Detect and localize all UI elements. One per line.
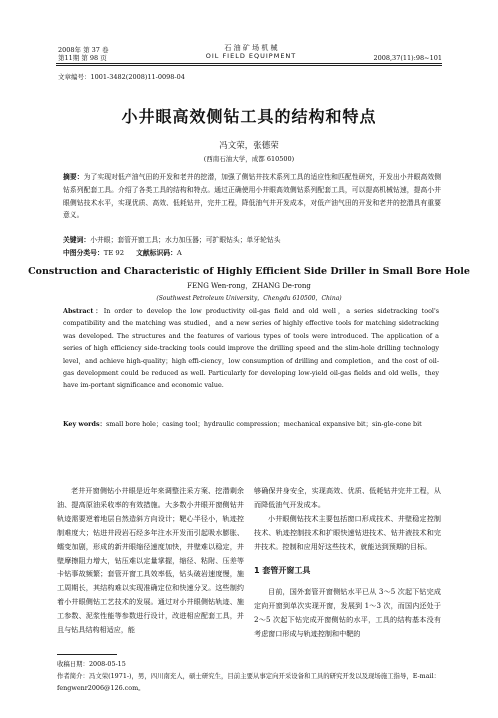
journal-name-cn: 石 油 矿 场 机 械	[224, 44, 278, 52]
body-column-left	[57, 484, 244, 637]
clc-value: TE 92	[103, 249, 125, 257]
abstract-cn	[63, 171, 441, 222]
keywords-cn-text: 小井眼；套管开窗工具；水力加压器；可扩眼钻头；单牙轮钻头	[90, 236, 281, 244]
classification	[63, 247, 441, 260]
keywords-en-label: Key words：	[63, 420, 107, 428]
footnote-rule	[57, 654, 117, 655]
citation: 2008,37(11):98~101	[373, 54, 442, 62]
journal-name	[196, 44, 306, 60]
body-column-right	[254, 484, 441, 641]
doc-code-value: A	[176, 249, 182, 257]
doc-code-label: 文献标识码：	[136, 249, 177, 257]
abstract-en-label: Abstract：	[63, 307, 104, 315]
english-title: Construction and Characteristic of Highly Efficient Side Driller in Small Bore Hole	[28, 266, 470, 277]
abstract-en	[63, 305, 439, 392]
keywords-en-text: small bore hole；casing tool；hydraulic compression；mechanical expansive bit；sin-gle-cone bit	[106, 420, 422, 428]
journal-name-en: OIL FIELD EQUIPMENT	[205, 52, 297, 60]
header-rule	[56, 63, 442, 64]
header-rule-thin	[56, 65, 442, 66]
body-paragraph: 小井眼侧钻技术主要包括窗口形成技术、井壁稳定控制技术、轨迹控制技术和扩眼快速钻进技术、钻井液技术和完井技术。控制和应用好这些技术，就能达到预期的目标。	[254, 513, 441, 551]
english-authors: FENG Wen-rong，ZHANG De-rong	[187, 282, 311, 290]
authors: 冯文荣，张德荣	[219, 141, 279, 151]
article-number: 文章编号：1001-3482(2008)11-0098-04	[58, 73, 185, 81]
author-bio: 作者简介：冯文荣(1971-)，男，四川南充人，硕士研究生，目前主要从事定向开采设备和工具的研究开发以及现场施工指导，E-mail：fengwenr2006@126.com。	[57, 672, 441, 692]
journal-issue-info	[58, 46, 109, 62]
english-affiliation: (Southwest Petroleum University，Chengdu 610500，China)	[156, 295, 342, 302]
keywords-cn-label: 关键词：	[63, 236, 91, 244]
section-heading: 1 套管开窗工具	[254, 565, 311, 575]
keywords-cn	[63, 234, 441, 247]
abstract-cn-text: 为了实现对低产油气田的开发和老井的挖潜，加强了侧钻井技术系列工具的适应性和匹配性研究，开发出小井眼高效侧钻系列配套工具。介绍了各类工具的结构和特点。通过正确使用小井眼高效侧钻系列配套工具，可以提高机械钻速，提高小井眼侧钻技术水平，实现优质、高效、低耗钻井，完井工程，降低油气井开发成本，对低产油气田的开发和老井的挖潜具有重要意义。	[63, 173, 442, 220]
article-title: 小井眼高效侧钻工具的结构和特点	[121, 107, 377, 126]
body-paragraph: 够确保井身安全，实现高效、优质、低耗钻井完井工程，从而降低油气开发成本。	[254, 486, 441, 509]
year-volume: 2008年 第 37 卷	[58, 46, 109, 54]
affiliation: (西南石油大学，成都 610500)	[203, 155, 295, 163]
received-date: 收稿日期：2008-05-15	[57, 660, 126, 668]
abstract-cn-label: 摘要：	[63, 173, 84, 181]
keywords-en	[63, 418, 439, 430]
issue-page: 第11期 第 98 页	[58, 54, 107, 62]
body-paragraph: 目前，国外套管开窗侧钻水平已从 3～5 次起下钻完成定向开窗到单次实现开窗，发展到 1～3 次，而国内还处于 2～5 次起下钻完成开窗侧钻的水平，工具的结构基本没有考虑窗口形成与轨迹控制和中靶的	[254, 587, 441, 639]
clc-label: 中图分类号：	[63, 249, 104, 257]
body-paragraph: 老井开窗侧钻小井眼是近年来调整注采方案、挖潜剩余油、提高原油采收率的有效措施。大多数小井眼开窗侧钻井轨迹需要逆着地层自然造斜方向设计；靶心半径小，轨迹控制难度大；钻进井段岩石经多年注水开发而引起吸水膨胀、蠕变加剧，形成的新井眼缩径速度加快，井壁难以稳定，井壁摩擦阻力增大，钻压难以定量掌握，缩径、粘附、压差等卡钻事故频繁；套管开窗工具效率低，钻头破岩速度慢，施工周期长，其结构难以实现准确定位和快速分叉。这些制约着小井眼侧钻工艺技术的发展。通过对小井眼侧钻轨迹、施工参数、泥浆性能等参数进行设计，改进相应配套工具，并且与钻具结构相适应，能	[57, 486, 244, 635]
abstract-en-text: In order to develop the low productivity oil-gas field and old well，a series sidetracking tool's compatibility and the matching was studied，and a new series of highly effective tools for matching sidetracking was developed. The structures and the features of various types of tools were introduced. The application of a series of high efficiency side-tracking tools could improve the drilling speed and the slim-hole drilling technology level，and achieve high-quality；high effi-ciency，low consumption of drilling and completion，and the cost of oil-gas development could be reduced as well. Particularly for developing low-yield oil-gas fields and old wells，they have im-portant significance and economic value.	[63, 307, 440, 390]
